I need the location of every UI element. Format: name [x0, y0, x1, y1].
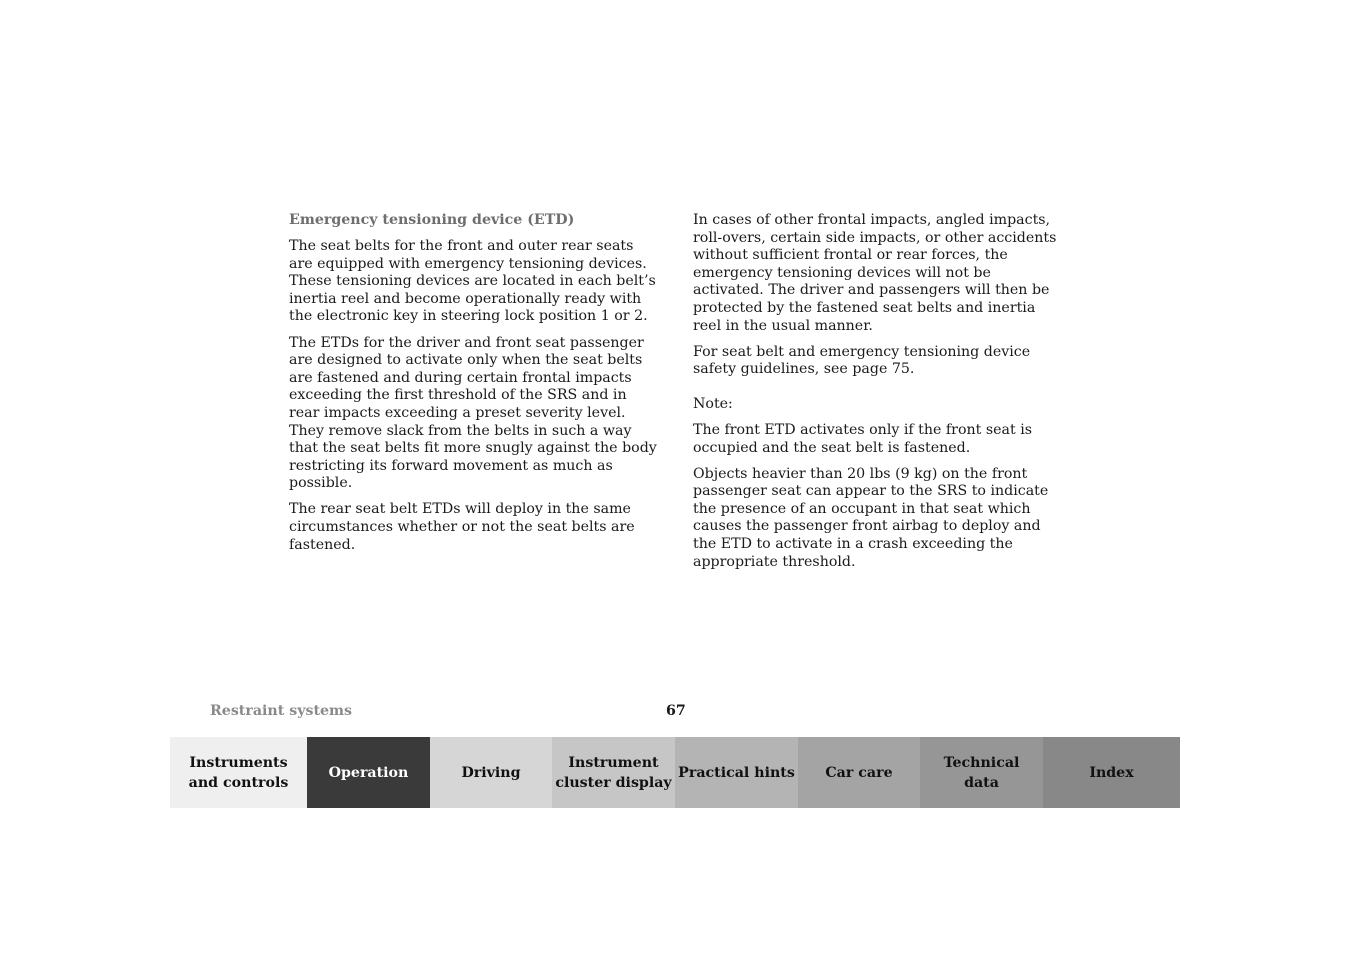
tab-label: Instrument cluster display	[555, 754, 672, 791]
note-label: Note:	[693, 395, 733, 412]
chapter-navigation	[170, 737, 1180, 808]
footer-section-title: Restraint systems	[210, 703, 353, 719]
tab-driving[interactable]	[430, 737, 552, 808]
tab-label: Driving	[461, 764, 521, 781]
section-heading: Emergency tensioning device (ETD)	[289, 212, 575, 228]
tab-practical-hints[interactable]	[675, 737, 798, 808]
note-paragraph: The front ETD activates only if the front seat is occupied and the seat belt is fastened.	[693, 421, 1033, 456]
tab-instruments-and-controls[interactable]	[170, 737, 307, 808]
tab-car-care[interactable]	[798, 737, 920, 808]
tab-index[interactable]	[1043, 737, 1180, 808]
tab-label: Car care	[825, 764, 893, 781]
page-number: 67	[666, 703, 686, 719]
tab-label: Technical data	[943, 754, 1020, 791]
tab-label: Practical hints	[678, 764, 795, 781]
tab-instrument-cluster-display[interactable]	[552, 737, 675, 808]
paragraph: The seat belts for the front and outer rear seats are equipped with emergency tensioning devices. These tensioning devices are located in each belt’s inertia reel and become operationally ready with the electronic key in steering lock position 1 or 2.	[289, 238, 656, 325]
tab-label: Index	[1089, 764, 1134, 781]
right-column	[693, 212, 1063, 580]
paragraph: The ETDs for the driver and front seat passenger are designed to activate only when the seat belts are fastened and during certain frontal impacts exceeding the first threshold of the SRS and in rear impacts exceeding a preset severity level. They remove slack from the belts in such a way that the seat belts fit more snugly against the body restricting its forward movement as much as possible.	[289, 334, 657, 492]
left-column	[289, 212, 657, 563]
paragraph: For seat belt and emergency tensioning device safety guidelines, see page 75.	[693, 343, 1031, 378]
paragraph: In cases of other frontal impacts, angled impacts, roll-overs, certain side impacts, or other accidents without sufficient frontal or rear forces, the emergency tensioning devices will not be activated. The driver and passengers will then be protected by the fastened seat belts and inertia reel in the usual manner.	[693, 212, 1057, 334]
tab-technical-data[interactable]	[920, 737, 1043, 808]
note-paragraph: Objects heavier than 20 lbs (9 kg) on the front passenger seat can appear to the SRS to indicate the presence of an occupant in that seat which causes the passenger front airbag to deploy and the ETD to activate in a crash exceeding the appropriate threshold.	[693, 465, 1049, 570]
tab-operation[interactable]	[307, 737, 430, 808]
tab-label: Operation	[328, 764, 409, 781]
paragraph: The rear seat belt ETDs will deploy in the same circumstances whether or not the seat belts are fastened.	[289, 501, 635, 553]
tab-label: Instruments and controls	[188, 754, 289, 791]
